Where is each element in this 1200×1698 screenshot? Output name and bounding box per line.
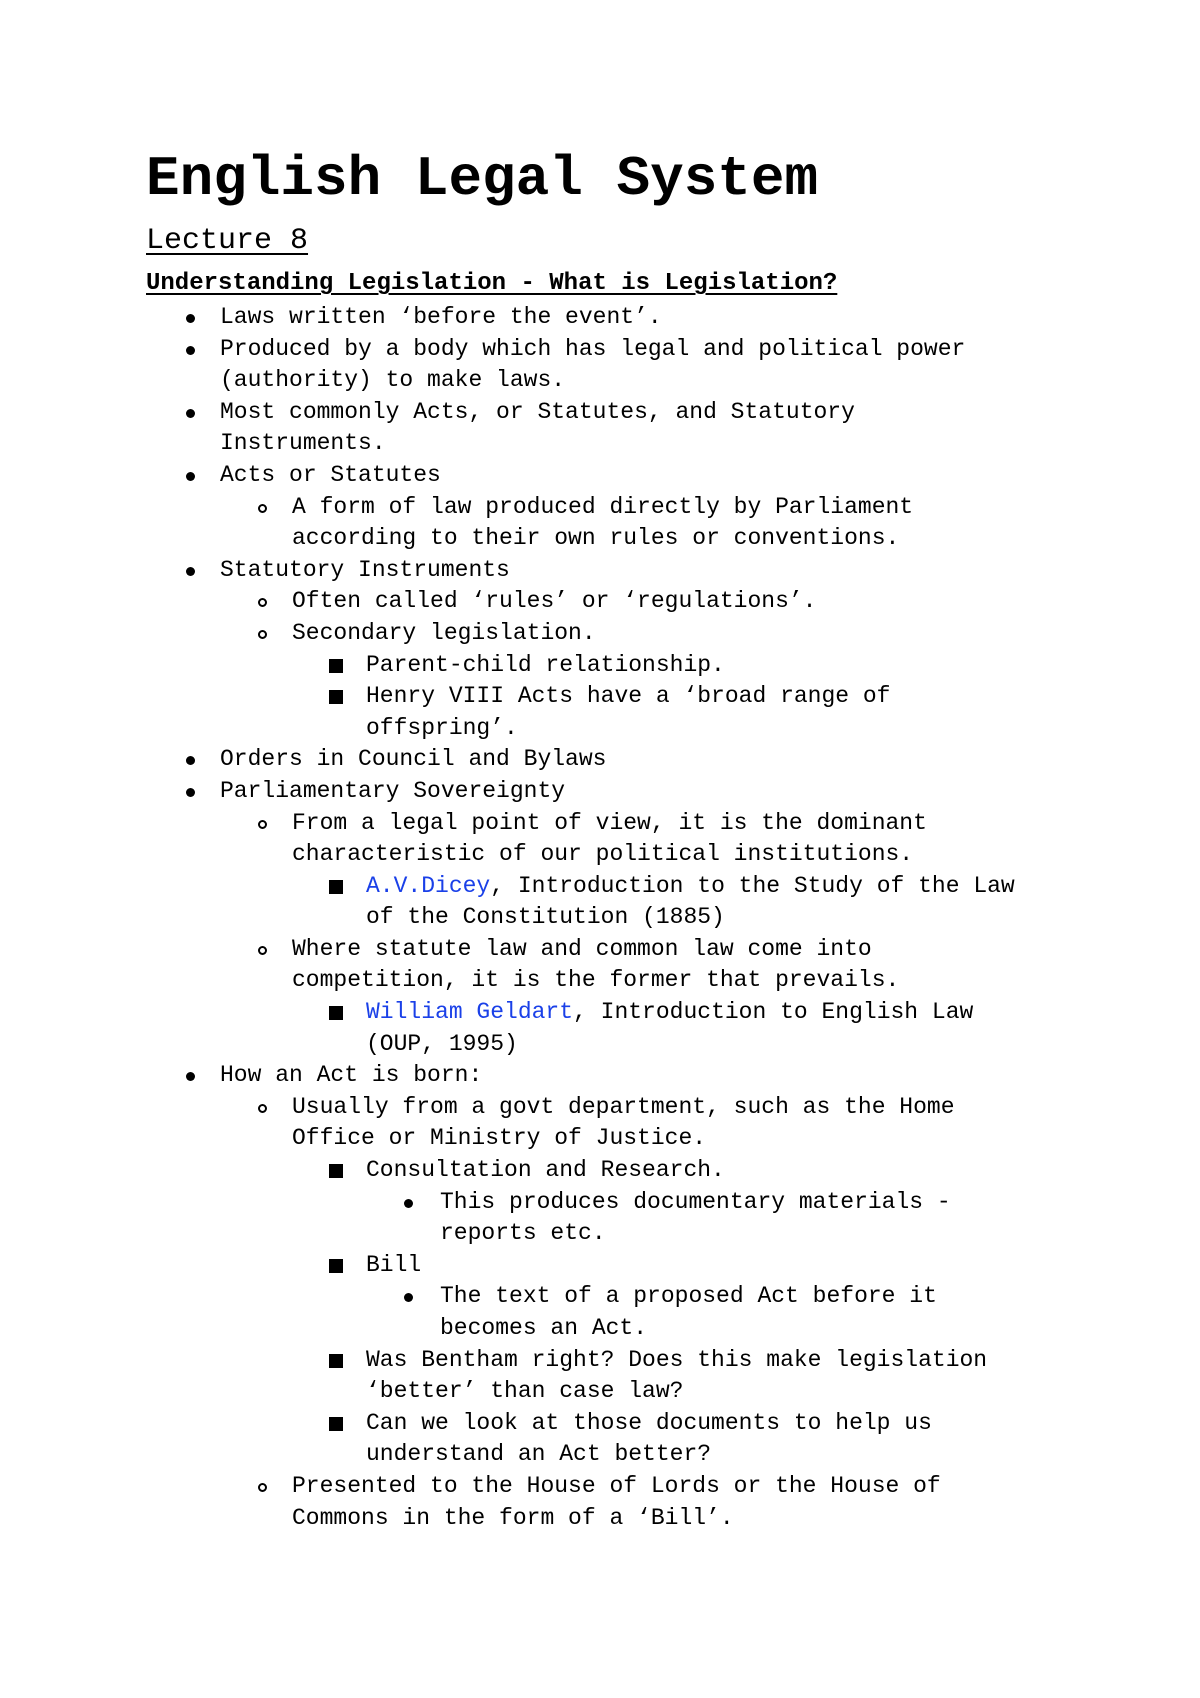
list-item-line: [0, 1281, 1200, 1313]
list-item-line: [0, 839, 1200, 871]
list-item: [0, 1250, 1200, 1282]
list-item-line: [0, 586, 1200, 618]
list-item-text: Most commonly Acts, or Statutes, and Statutory: [220, 398, 855, 425]
list-item: [0, 650, 1200, 682]
list-item-text: competition, it is the former that prevails.: [292, 967, 900, 994]
circle-bullet-icon: [258, 820, 267, 829]
list-item: [0, 302, 1200, 334]
notes-list: [0, 302, 1200, 1534]
list-item-text: Parliamentary Sovereignty: [220, 777, 566, 804]
list-item-text: offspring’.: [366, 714, 518, 741]
list-item-line: [0, 1503, 1200, 1535]
list-item-line: [0, 334, 1200, 366]
disc-bullet-icon: [404, 1199, 413, 1208]
list-item-text: reports etc.: [440, 1220, 606, 1247]
list-item-text: according to their own rules or conventions.: [292, 525, 900, 552]
list-item-line: [0, 1218, 1200, 1250]
list-item-text: How an Act is born:: [220, 1062, 483, 1089]
list-item-line: [0, 1060, 1200, 1092]
list-item: [0, 776, 1200, 808]
list-item-line: [0, 713, 1200, 745]
list-item-text: understand an Act better?: [366, 1441, 712, 1468]
list-item-text: Where statute law and common law come into: [292, 935, 872, 962]
list-item-text: of the Constitution (1885): [366, 904, 725, 931]
list-item-line: [0, 618, 1200, 650]
list-item: [0, 555, 1200, 587]
list-item: [0, 1345, 1200, 1408]
list-item-text: Laws written ‘before the event’.: [220, 304, 662, 330]
list-item-text: Consultation and Research.: [366, 1157, 725, 1184]
disc-bullet-icon: [186, 409, 195, 418]
list-item-text: Henry VIII Acts have a ‘broad range of: [366, 683, 891, 710]
list-item: [0, 871, 1200, 934]
list-item-text: [366, 871, 1015, 903]
author-reference: A.V.Dicey: [366, 872, 491, 899]
list-item-text: Parent-child relationship.: [366, 651, 725, 678]
list-item-text: Produced by a body which has legal and political power: [220, 335, 966, 362]
reference-text: , Introduction to English Law: [573, 999, 974, 1026]
list-item-line: [0, 650, 1200, 682]
list-item-line: [0, 808, 1200, 840]
list-item-line: [0, 1408, 1200, 1440]
list-item-line: [0, 1123, 1200, 1155]
list-item: [0, 492, 1200, 555]
list-item-line: [0, 934, 1200, 966]
list-item: [0, 934, 1200, 997]
list-item-line: [0, 460, 1200, 492]
list-item-line: [0, 776, 1200, 808]
list-item-text: Often called ‘rules’ or ‘regulations’.: [292, 588, 817, 615]
circle-bullet-icon: [258, 1104, 267, 1113]
disc-bullet-icon: [186, 788, 195, 797]
author-reference: William Geldart: [366, 999, 574, 1026]
list-item-line: [0, 871, 1200, 903]
list-item-text: Usually from a govt department, such as the Home: [292, 1093, 955, 1120]
square-bullet-icon: [329, 1164, 343, 1178]
list-item-text: Was Bentham right? Does this make legislation: [366, 1346, 988, 1373]
list-item: [0, 1471, 1200, 1534]
list-item-text: [366, 997, 973, 1029]
section-heading: Understanding Legislation - What is Legislation?: [146, 270, 838, 297]
list-item-line: [0, 902, 1200, 934]
list-item: [0, 1092, 1200, 1155]
disc-bullet-icon: [186, 1072, 195, 1081]
list-item: [0, 997, 1200, 1060]
list-item: [0, 681, 1200, 744]
square-bullet-icon: [329, 659, 343, 673]
list-item-text: Statutory Instruments: [220, 556, 510, 583]
list-item-line: [0, 997, 1200, 1029]
list-item-text: Instruments.: [220, 430, 386, 457]
list-item-text: (authority) to make laws.: [220, 367, 566, 394]
square-bullet-icon: [329, 1354, 343, 1368]
list-item-line: [0, 1471, 1200, 1503]
list-item-line: [0, 1376, 1200, 1408]
list-item-text: Can we look at those documents to help us: [366, 1409, 932, 1436]
lecture-heading: Lecture 8: [146, 224, 309, 258]
square-bullet-icon: [329, 1259, 343, 1273]
list-item-line: [0, 681, 1200, 713]
list-item-text: Office or Ministry of Justice.: [292, 1125, 707, 1152]
list-item-line: [0, 555, 1200, 587]
list-item-line: [0, 1092, 1200, 1124]
list-item-line: [0, 523, 1200, 555]
list-item-line: [0, 1439, 1200, 1471]
square-bullet-icon: [329, 690, 343, 704]
list-item-text: Bill: [366, 1251, 422, 1278]
circle-bullet-icon: [258, 598, 267, 607]
list-item-text: (OUP, 1995): [366, 1030, 518, 1057]
circle-bullet-icon: [258, 504, 267, 513]
list-item-text: This produces documentary materials -: [440, 1188, 951, 1215]
list-item-text: Secondary legislation.: [292, 619, 596, 646]
list-item: [0, 586, 1200, 618]
disc-bullet-icon: [186, 314, 195, 323]
list-item-line: [0, 302, 1200, 334]
list-item-line: [0, 428, 1200, 460]
square-bullet-icon: [329, 1006, 343, 1020]
disc-bullet-icon: [186, 567, 195, 576]
list-item-text: Acts or Statutes: [220, 461, 441, 488]
list-item-text: Orders in Council and Bylaws: [220, 746, 607, 773]
list-item-line: [0, 1313, 1200, 1345]
circle-bullet-icon: [258, 630, 267, 639]
list-item-text: becomes an Act.: [440, 1315, 648, 1341]
list-item-text: From a legal point of view, it is the dominant: [292, 809, 927, 836]
list-item-line: [0, 1250, 1200, 1282]
list-item-text: ‘better’ than case law?: [366, 1378, 684, 1405]
list-item-line: [0, 397, 1200, 429]
list-item-line: [0, 1187, 1200, 1219]
list-item: [0, 1281, 1200, 1344]
list-item-line: [0, 365, 1200, 397]
square-bullet-icon: [329, 880, 343, 894]
list-item: [0, 808, 1200, 871]
list-item-text: Presented to the House of Lords or the House of: [292, 1472, 941, 1499]
list-item: [0, 397, 1200, 460]
list-item-text: The text of a proposed Act before it: [440, 1283, 937, 1310]
list-item: [0, 1155, 1200, 1187]
disc-bullet-icon: [186, 756, 195, 765]
list-item: [0, 460, 1200, 492]
list-item: [0, 1187, 1200, 1250]
list-item-line: [0, 1029, 1200, 1061]
disc-bullet-icon: [404, 1293, 413, 1302]
list-item-line: [0, 1345, 1200, 1377]
list-item-line: [0, 492, 1200, 524]
list-item: [0, 1060, 1200, 1092]
list-item: [0, 1408, 1200, 1471]
reference-text: , Introduction to the Study of the Law: [490, 872, 1015, 899]
circle-bullet-icon: [258, 946, 267, 955]
disc-bullet-icon: [186, 346, 195, 355]
list-item: [0, 744, 1200, 776]
list-item-line: [0, 965, 1200, 997]
list-item-line: [0, 744, 1200, 776]
list-item-text: Commons in the form of a ‘Bill’.: [292, 1504, 734, 1531]
list-item-text: characteristic of our political institutions.: [292, 841, 914, 868]
list-item: [0, 334, 1200, 397]
circle-bullet-icon: [258, 1483, 267, 1492]
list-item-line: [0, 1155, 1200, 1187]
document-title: English Legal System: [146, 147, 819, 211]
disc-bullet-icon: [186, 472, 195, 481]
square-bullet-icon: [329, 1417, 343, 1431]
list-item: [0, 618, 1200, 650]
list-item-text: A form of law produced directly by Parliament: [292, 493, 914, 520]
